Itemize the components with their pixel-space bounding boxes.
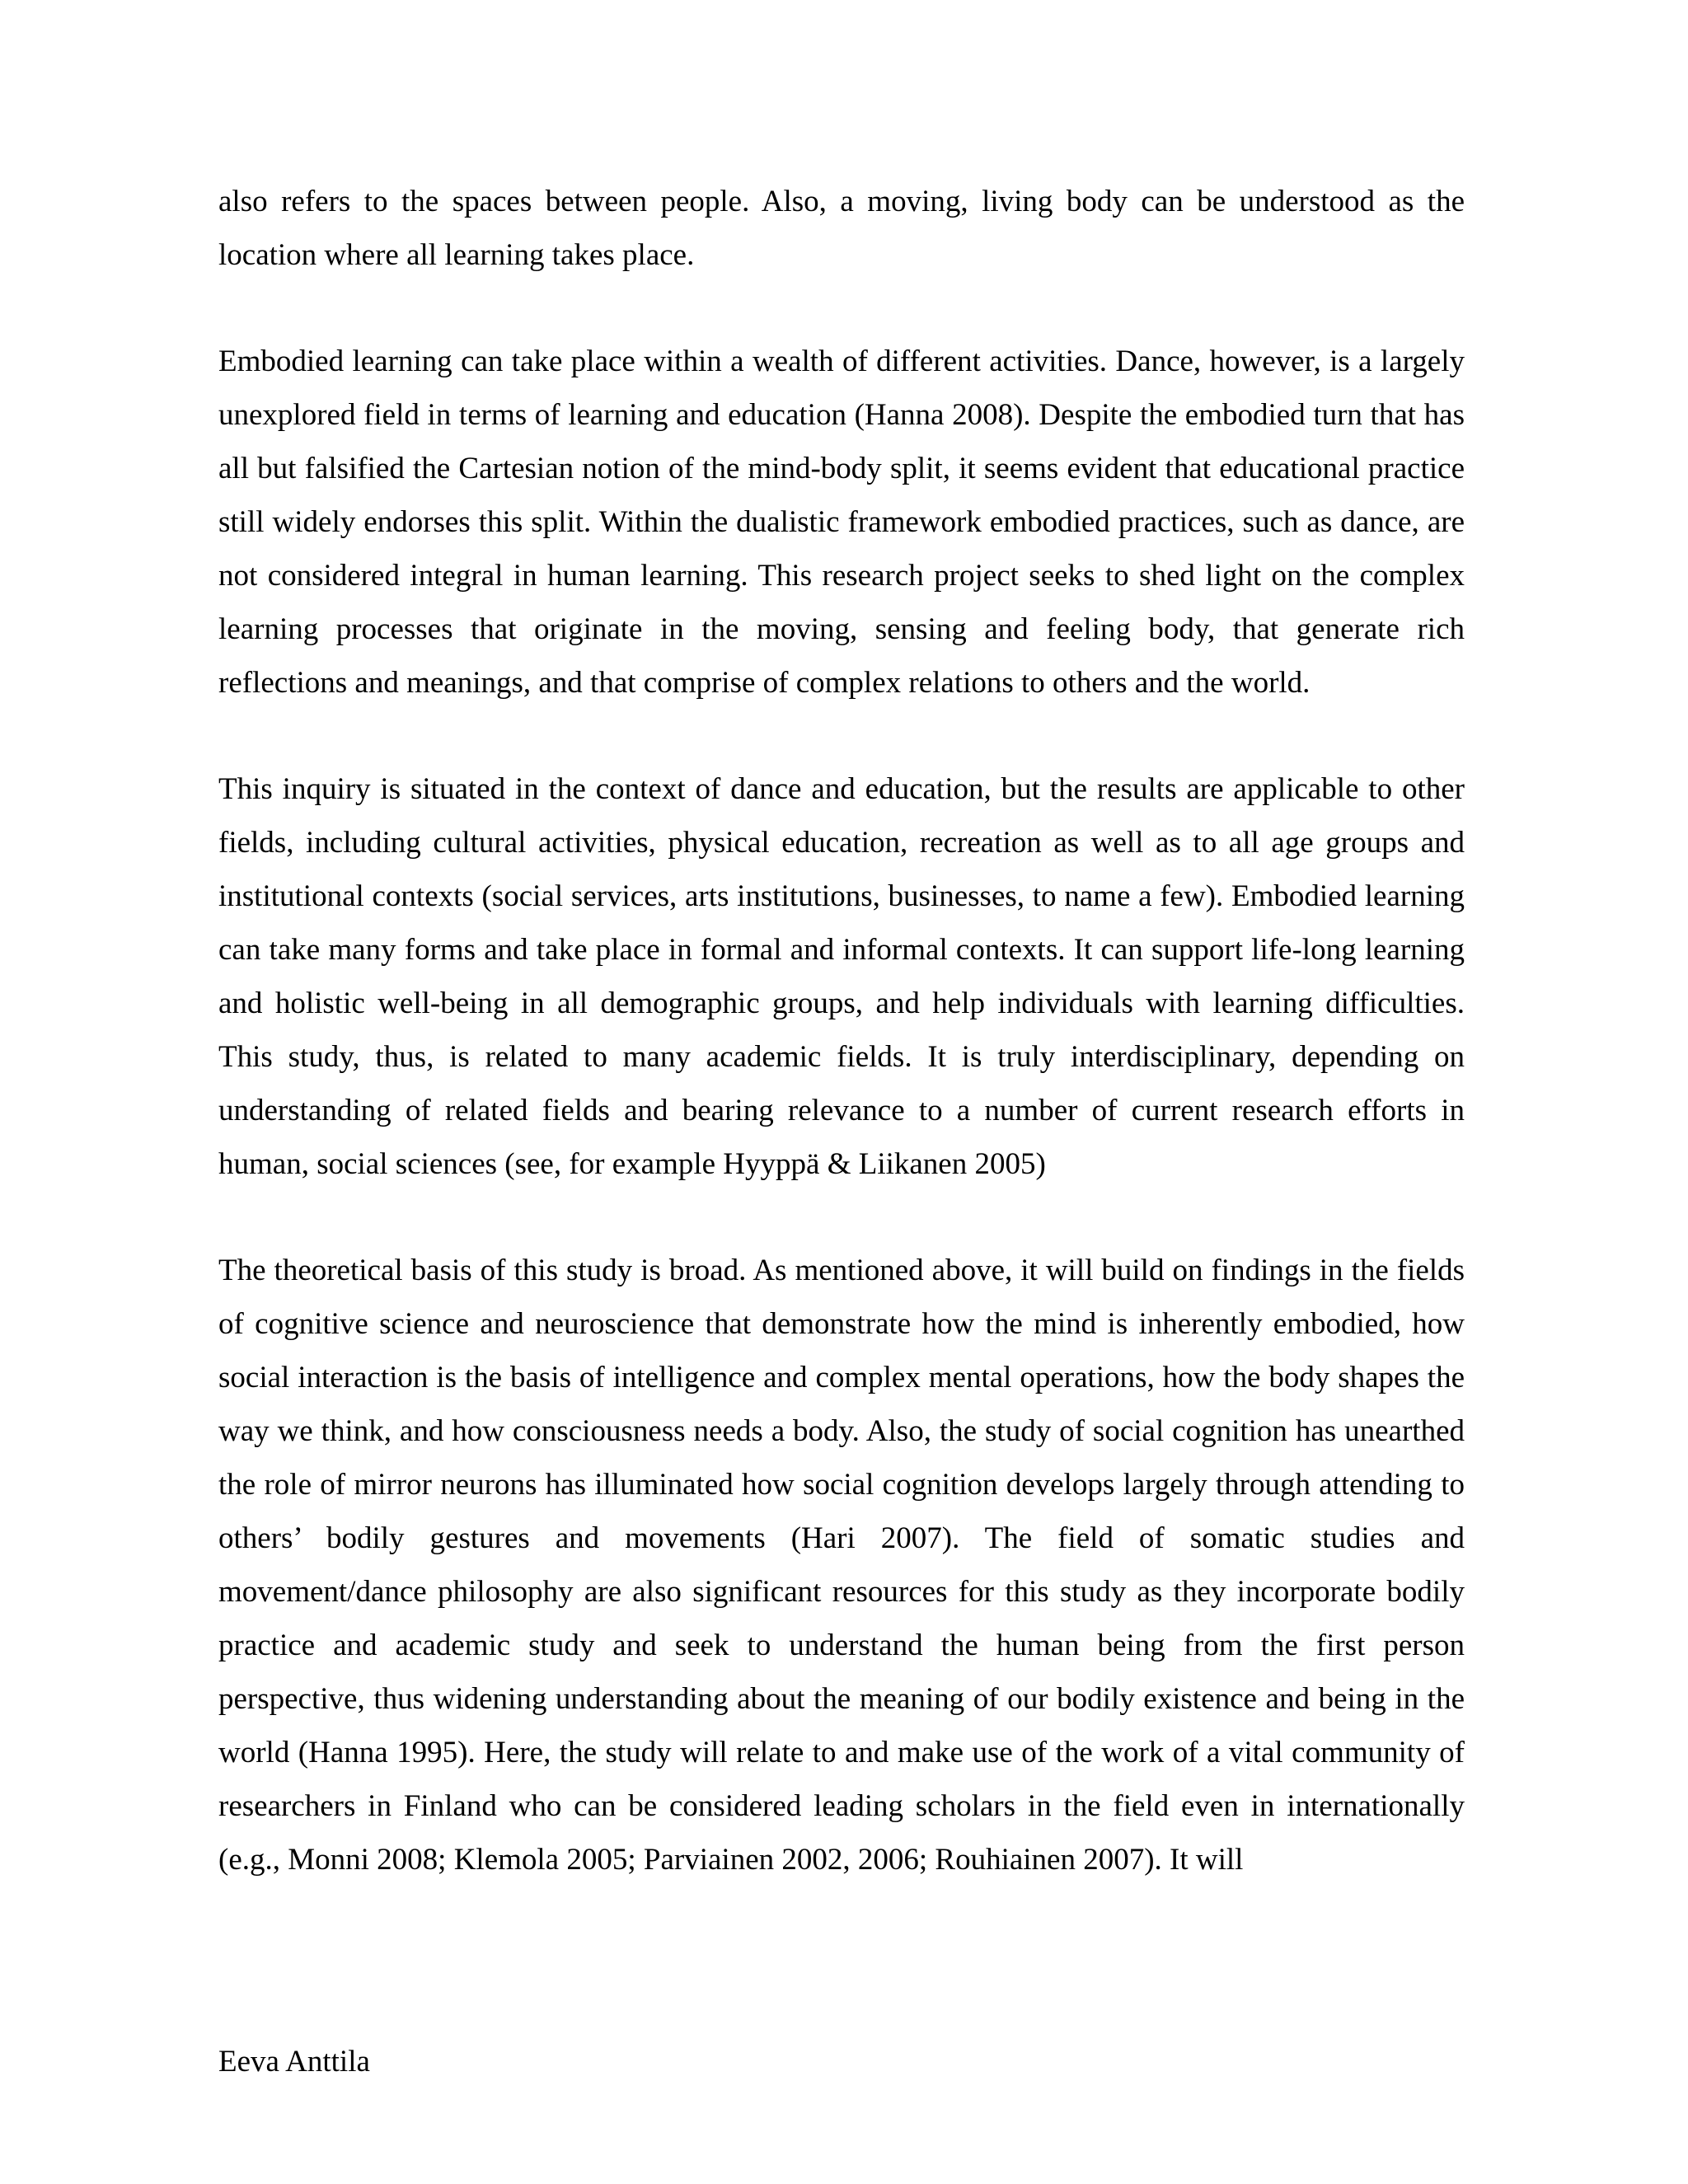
page-footer-author: Eeva Anttila <box>218 2045 370 2079</box>
paragraph-1: also refers to the spaces between people. Also, a moving, living body can be understood as the location where all learning takes place. <box>218 185 1465 272</box>
body-text <box>218 175 1465 1886</box>
paragraph-4: The theoretical basis of this study is broad. As mentioned above, it will build on findings in the fields of cognitive science and neuroscience that demonstrate how the mind is inherently embodied, how social interaction is the basis of intelligence and complex mental operations, how the body shapes the way we think, and how consciousness needs a body. Also, the study of social cognition has unearthed the role of mirror neurons has illuminated how social cognition develops largely through attending to others’ bodily gestures and movements (Hari 2007). The field of somatic studies and movement/dance philosophy are also significant resources for this study as they incorporate bodily practice and academic study and seek to understand the human being from the first person perspective, thus widening understanding about the meaning of our bodily existence and being in the world (Hanna 1995). Here, the study will relate to and make use of the work of a vital community of researchers in Finland who can be considered leading scholars in the field even in internationally (e.g., Monni 2008; Klemola 2005; Parviainen 2002, 2006; Rouhiainen 2007). It will <box>218 1254 1465 1877</box>
paragraph-2: Embodied learning can take place within a wealth of different activities. Dance, however, is a largely unexplored field in terms of learning and education (Hanna 2008). Despite the embodied turn that has all but falsified the Cartesian notion of the mind-body split, it seems evident that educational practice still widely endorses this split. Within the dualistic framework embodied practices, such as dance, are not considered integral in human learning. This research project seeks to shed light on the complex learning processes that originate in the moving, sensing and feeling body, that generate rich reflections and meanings, and that comprise of complex relations to others and the world. <box>218 344 1465 700</box>
paragraph-3: This inquiry is situated in the context of dance and education, but the results are applicable to other fields, including cultural activities, physical education, recreation as well as to all age groups and institutional contexts (social services, arts institutions, businesses, to name a few). Embodied learning can take many forms and take place in formal and informal contexts. It can support life-long learning and holistic well-being in all demographic groups, and help individuals with learning difficulties. This study, thus, is related to many academic fields. It is truly interdisciplinary, depending on understanding of related fields and bearing relevance to a number of current research efforts in human, social sciences (see, for example Hyyppä & Liikanen 2005) <box>218 772 1465 1181</box>
